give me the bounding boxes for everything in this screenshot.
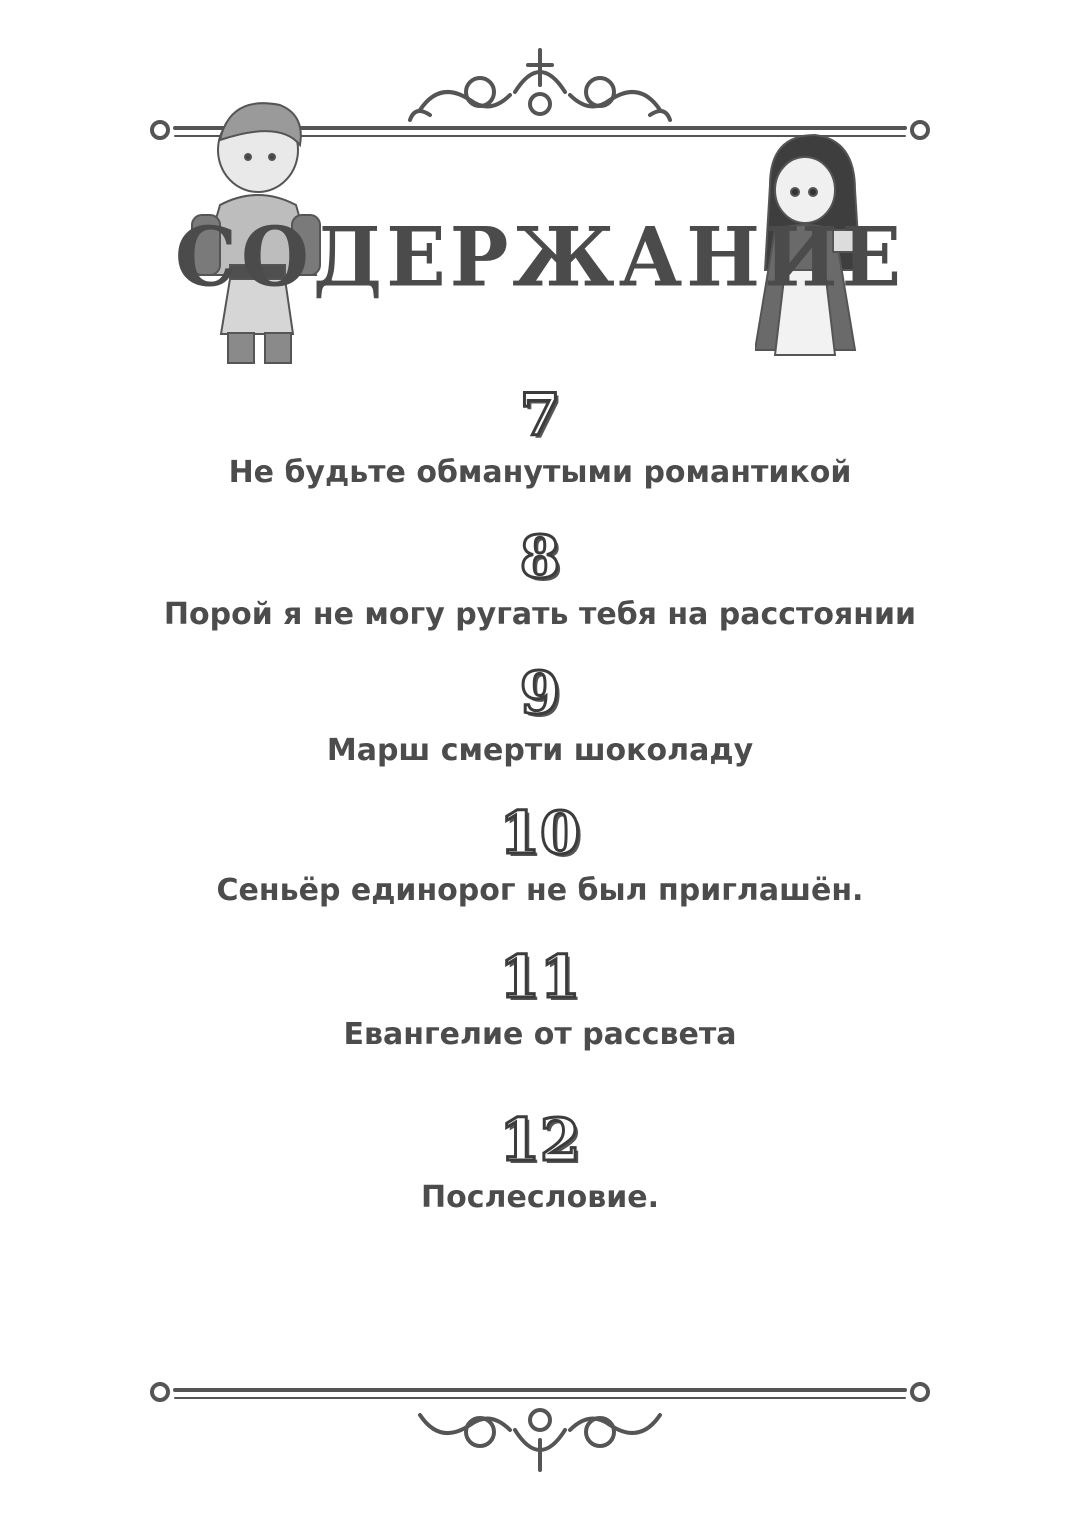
chapter-title: Евангелие от рассвета — [343, 1017, 737, 1052]
chapter-title: Порой я не могу ругать тебя на расстоянии — [163, 597, 917, 632]
chapter-number: 8 — [519, 523, 561, 591]
toc-entry-12 — [0, 1106, 1080, 1215]
toc-entry-11 — [0, 943, 1080, 1052]
chapter-number: 7 — [519, 381, 561, 449]
bottom-ornament — [0, 1370, 1080, 1480]
toc-entry-8 — [0, 523, 1080, 632]
top-ornament — [0, 40, 1080, 160]
toc-entry-10 — [0, 799, 1080, 908]
toc-entry-9 — [0, 659, 1080, 768]
toc-entry-7 — [0, 381, 1080, 490]
chapter-number: 11 — [499, 943, 581, 1011]
chapter-number: 9 — [519, 659, 561, 727]
chapter-title: Марш смерти шоколаду — [326, 733, 754, 768]
chapter-title: Послесловие. — [421, 1180, 659, 1215]
page-title: СОДЕРЖАНИЕ — [174, 209, 906, 306]
chapter-title: Сеньёр единорог не был приглашён. — [216, 873, 864, 908]
chapter-number: 10 — [499, 799, 581, 867]
chapter-number: 12 — [499, 1106, 581, 1174]
chapter-title: Не будьте обманутыми романтикой — [228, 455, 852, 490]
